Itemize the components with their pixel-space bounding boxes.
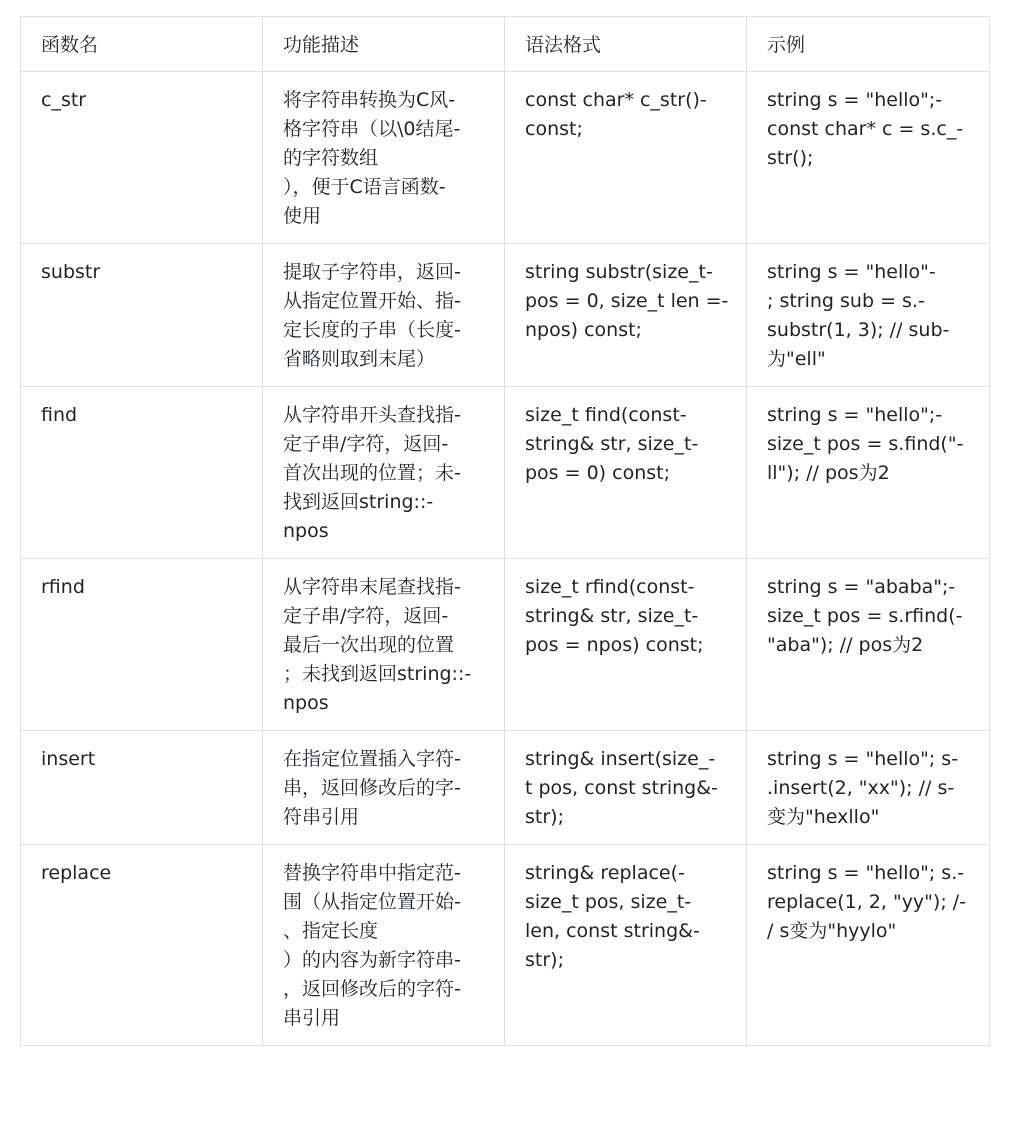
cell-description-line: npos [283, 692, 329, 714]
cell-example [747, 731, 990, 845]
cell-example [747, 559, 990, 731]
header-description: 功能描述 [263, 17, 505, 72]
cell-description-line: 定子串/字符，返回- [283, 605, 449, 627]
cell-example-line: size_t pos = s.rfind(- [767, 605, 963, 627]
cell-function-name [21, 387, 263, 559]
cell-description-line: 符串引用 [283, 806, 360, 828]
cell-description-line: 首次出现的位置；未- [283, 462, 461, 484]
cell-example [747, 845, 990, 1046]
cell-syntax-line: pos = npos) const; [525, 634, 704, 656]
table-row [21, 244, 990, 387]
cell-description-line: 串，返回修改后的字- [283, 777, 461, 799]
cell-syntax [505, 244, 747, 387]
cell-description [263, 559, 505, 731]
function-table-container [20, 16, 990, 1046]
cell-description-line: ；未找到返回string::- [283, 663, 472, 685]
cell-syntax [505, 731, 747, 845]
header-syntax: 语法格式 [505, 17, 747, 72]
cell-description-line: 从指定位置开始、指- [283, 290, 461, 312]
cell-description-line: 从字符串开头查找指- [283, 404, 461, 426]
cell-example-line: ; string sub = s.- [767, 290, 925, 312]
cell-example [747, 387, 990, 559]
table-row [21, 72, 990, 244]
cell-syntax [505, 387, 747, 559]
table-row [21, 387, 990, 559]
cell-syntax [505, 559, 747, 731]
cell-example-line: str(); [767, 147, 814, 169]
cell-description [263, 72, 505, 244]
cell-syntax-line: pos = 0) const; [525, 462, 670, 484]
cell-function-name [21, 845, 263, 1046]
cell-description-line: 从字符串末尾查找指- [283, 576, 461, 598]
cell-function-name [21, 244, 263, 387]
cell-function-name-line: replace [41, 862, 112, 884]
cell-syntax-line: size_t pos, size_t- [525, 891, 692, 913]
cell-example-line: replace(1, 2, "yy"); /- [767, 891, 967, 913]
cell-description-line: 将字符串转换为C风- [283, 89, 456, 111]
cell-syntax-line: size_t rfind(const- [525, 576, 695, 598]
cell-syntax [505, 845, 747, 1046]
header-example: 示例 [747, 17, 990, 72]
cell-function-name [21, 731, 263, 845]
cell-syntax [505, 72, 747, 244]
cell-example-line: ll"); // pos为2 [767, 462, 890, 484]
cell-syntax-line: pos = 0, size_t len =- [525, 290, 729, 312]
cell-description-line: ，返回修改后的字符- [283, 978, 461, 1000]
cell-function-name-line: c_str [41, 89, 87, 111]
cell-description-line: ），便于C语言函数- [283, 176, 446, 198]
cell-description-line: ）的内容为新字符串- [283, 949, 461, 971]
cell-example-line: string s = "hello"; s.- [767, 862, 965, 884]
cell-example-line: 变为"hexllo" [767, 806, 880, 828]
cell-syntax-line: str); [525, 949, 564, 971]
table-row [21, 731, 990, 845]
cell-syntax-line: len, const string&- [525, 920, 700, 942]
cell-description-line: 串引用 [283, 1007, 341, 1029]
cell-description-line: 在指定位置插入字符- [283, 748, 461, 770]
cell-description-line: 最后一次出现的位置 [283, 634, 455, 656]
cell-description [263, 731, 505, 845]
cell-example-line: .insert(2, "xx"); // s- [767, 777, 955, 799]
cell-description-line: 定长度的子串（长度- [283, 319, 461, 341]
cell-description-line: 定子串/字符，返回- [283, 433, 449, 455]
cell-description-line: 围（从指定位置开始- [283, 891, 461, 913]
cell-example-line: 为"ell" [767, 348, 826, 370]
cell-function-name [21, 559, 263, 731]
cell-example-line: substr(1, 3); // sub- [767, 319, 950, 341]
cell-example-line: "aba"); // pos为2 [767, 634, 924, 656]
cell-description-line: 格字符串（以\0结尾- [283, 118, 461, 140]
cell-example-line: string s = "hello"- [767, 261, 936, 283]
cell-example [747, 72, 990, 244]
cell-function-name-line: find [41, 404, 78, 426]
cell-function-name [21, 72, 263, 244]
cell-example-line: size_t pos = s.find("- [767, 433, 964, 455]
string-function-table [20, 16, 990, 1046]
cell-syntax-line: const; [525, 118, 583, 140]
table-row [21, 559, 990, 731]
cell-description-line: 提取子字符串，返回- [283, 261, 461, 283]
cell-description [263, 387, 505, 559]
cell-function-name-line: insert [41, 748, 96, 770]
cell-description-line: 、指定长度 [283, 920, 379, 942]
cell-function-name-line: rfind [41, 576, 85, 598]
cell-description [263, 244, 505, 387]
cell-syntax-line: const char* c_str()- [525, 89, 707, 111]
cell-description-line: npos [283, 520, 329, 542]
cell-description-line: 替换字符串中指定范- [283, 862, 461, 884]
cell-description-line: 找到返回string::- [283, 491, 434, 513]
cell-example-line: / s变为"hyylo" [767, 920, 897, 942]
cell-example [747, 244, 990, 387]
cell-example-line: const char* c = s.c_- [767, 118, 964, 140]
table-header-row [21, 17, 990, 72]
cell-syntax-line: npos) const; [525, 319, 642, 341]
cell-description [263, 845, 505, 1046]
cell-syntax-line: size_t find(const- [525, 404, 687, 426]
cell-syntax-line: string& replace(- [525, 862, 685, 884]
cell-description-line: 的字符数组 [283, 147, 379, 169]
cell-syntax-line: string substr(size_t- [525, 261, 713, 283]
cell-example-line: string s = "hello";- [767, 404, 943, 426]
cell-syntax-line: string& insert(size_- [525, 748, 716, 770]
cell-example-line: string s = "ababa";- [767, 576, 956, 598]
cell-syntax-line: string& str, size_t- [525, 433, 699, 455]
cell-description-line: 省略则取到末尾） [283, 348, 436, 370]
cell-example-line: string s = "hello"; s- [767, 748, 959, 770]
cell-syntax-line: string& str, size_t- [525, 605, 699, 627]
cell-function-name-line: substr [41, 261, 101, 283]
table-row [21, 845, 990, 1046]
cell-example-line: string s = "hello";- [767, 89, 943, 111]
cell-syntax-line: t pos, const string&- [525, 777, 718, 799]
header-function-name: 函数名 [21, 17, 263, 72]
cell-syntax-line: str); [525, 806, 564, 828]
cell-description-line: 使用 [283, 205, 322, 227]
